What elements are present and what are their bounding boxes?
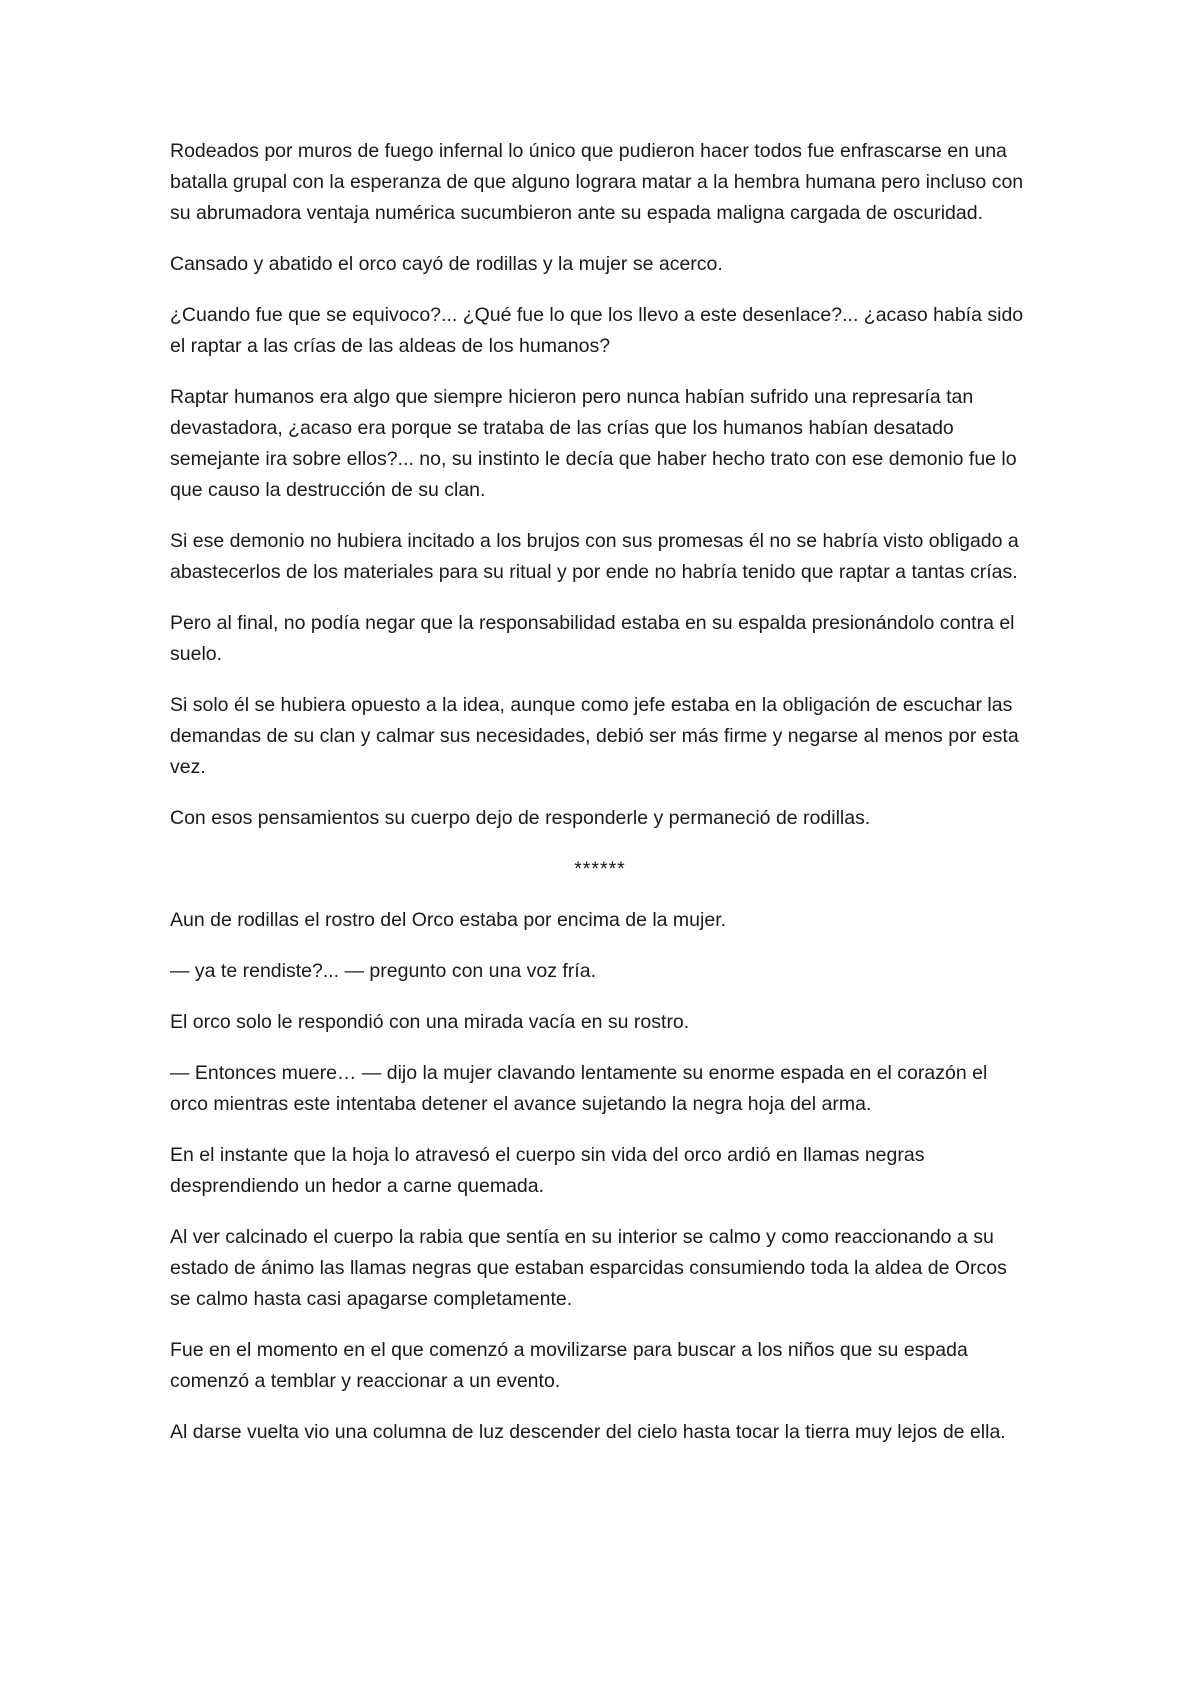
paragraph-15: Fue en el momento en el que comenzó a movilizarse para buscar a los niños que su espada comenzó a temblar y reaccionar a un evento. xyxy=(170,1339,968,1392)
paragraph-10: — ya te rendiste?... — pregunto con una voz fría. xyxy=(170,960,596,982)
paragraph-7: Si solo él se hubiera opuesto a la idea, aunque como jefe estaba en la obligación de escuchar las demandas de su clan y calmar sus necesidades, debió ser más firme y negarse al menos por esta vez. xyxy=(170,694,1019,778)
paragraph-11: El orco solo le respondió con una mirada vacía en su rostro. xyxy=(170,1011,690,1033)
paragraph-13: En el instante que la hoja lo atravesó el cuerpo sin vida del orco ardió en llamas negras desprendiendo un hedor a carne quemada. xyxy=(170,1144,925,1197)
scene-separator: ****** xyxy=(574,858,626,880)
paragraph-1: Rodeados por muros de fuego infernal lo único que pudieron hacer todos fue enfrascarse en una batalla grupal con la esperanza de que alguno lograra matar a la hembra humana pero incluso con su abrumadora ventaja numérica sucumbieron ante su espada maligna cargada de oscuridad. xyxy=(170,140,1024,224)
paragraph-4: Raptar humanos era algo que siempre hicieron pero nunca habían sufrido una represaría tan devastadora, ¿acaso era porque se trataba de las crías que los humanos habían desatado semejante ira sobre ellos?... no, su instinto le decía que haber hecho trato con ese demonio fue lo que causo la destrucción de su clan. xyxy=(170,386,1017,501)
paragraph-2: Cansado y abatido el orco cayó de rodillas y la mujer se acerco. xyxy=(170,253,723,275)
paragraph-9: Aun de rodillas el rostro del Orco estaba por encima de la mujer. xyxy=(170,909,727,931)
paragraph-16: Al darse vuelta vio una columna de luz descender del cielo hasta tocar la tierra muy lejos de ella. xyxy=(170,1421,1006,1443)
paragraph-6: Pero al final, no podía negar que la responsabilidad estaba en su espalda presionándolo contra el suelo. xyxy=(170,612,1015,665)
paragraph-8: Con esos pensamientos su cuerpo dejo de responderle y permaneció de rodillas. xyxy=(170,807,871,829)
paragraph-5: Si ese demonio no hubiera incitado a los brujos con sus promesas él no se habría visto obligado a abastecerlos de los materiales para su ritual y por ende no habría tenido que raptar a tantas crías. xyxy=(170,530,1019,583)
paragraph-12: — Entonces muere… — dijo la mujer clavando lentamente su enorme espada en el corazón el orco mientras este intentaba detener el avance sujetando la negra hoja del arma. xyxy=(170,1062,988,1115)
paragraph-3: ¿Cuando fue que se equivoco?... ¿Qué fue lo que los llevo a este desenlace?... ¿acaso había sido el raptar a las crías de las aldeas de los humanos? xyxy=(170,304,1024,357)
document-page xyxy=(170,136,1030,1468)
paragraph-14: Al ver calcinado el cuerpo la rabia que sentía en su interior se calmo y como reaccionando a su estado de ánimo las llamas negras que estaban esparcidas consumiendo toda la aldea de Orcos se calmo hasta casi apagarse completamente. xyxy=(170,1226,1007,1310)
